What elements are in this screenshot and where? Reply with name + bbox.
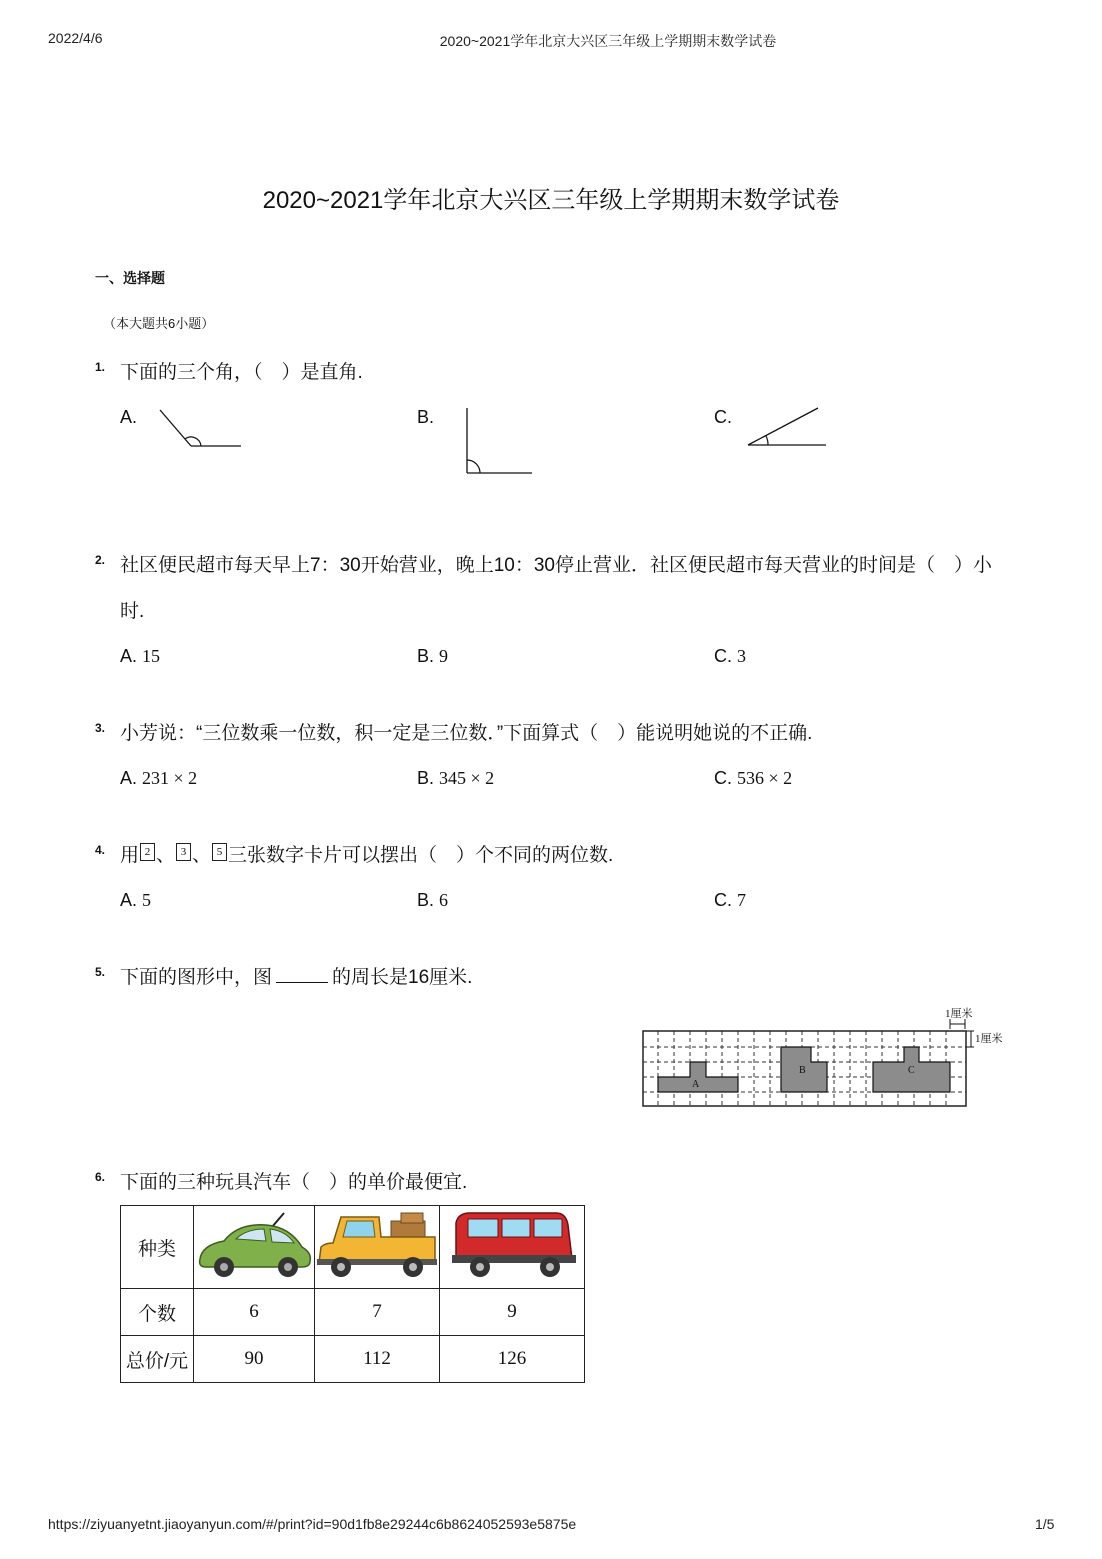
question-number: 6. [95, 1170, 106, 1184]
option-value: 231 × 2 [142, 768, 198, 788]
option-label: A. [120, 768, 138, 788]
section-heading: 一、选择题 [95, 270, 165, 286]
question-text-pre: 下面的图形中，图 [120, 967, 273, 988]
question-number: 4. [95, 843, 106, 857]
vehicle-cell [194, 1206, 315, 1289]
option-label: C. [714, 646, 732, 666]
price-table [120, 1205, 585, 1383]
option-label: C. [714, 890, 732, 910]
option-b [417, 768, 494, 789]
question-text-cont: 时. [120, 601, 145, 622]
question-number: 5. [95, 965, 106, 979]
question-text-post: 三张数字卡片可以摆出（ ）个不同的两位数. [228, 845, 614, 866]
obtuse-angle-figure [155, 405, 245, 450]
table-row [121, 1206, 585, 1289]
shape-b-label: B [799, 1065, 806, 1076]
yellow-truck-icon [315, 1209, 439, 1279]
option-value: 6 [439, 890, 449, 910]
vehicle-cell [315, 1206, 440, 1289]
option-label: C. [714, 768, 732, 788]
print-date: 2022/4/6 [48, 30, 103, 46]
page-number: 1/5 [1035, 1516, 1055, 1532]
option-value: 536 × 2 [737, 768, 793, 788]
option-value: 15 [142, 646, 161, 666]
page-title: 2020~2021学年北京大兴区三年级上学期期末数学试卷 [262, 187, 840, 214]
option-c [714, 646, 746, 667]
number-card: 2 [140, 843, 155, 861]
option-value: 3 [737, 646, 747, 666]
total-cell: 90 [194, 1336, 315, 1383]
shape-c-label: C [908, 1065, 915, 1076]
question-text: 下面的三个角，（ ）是直角. [120, 362, 363, 383]
count-cell: 9 [440, 1289, 585, 1336]
count-cell: 7 [315, 1289, 440, 1336]
question-text: 社区便民超市每天早上7：30开始营业，晚上10：30停止营业．社区便民超市每天营业的时间是（ ）小 [120, 555, 992, 576]
question-text-pre: 用 [120, 845, 140, 866]
option-value: 345 × 2 [439, 768, 495, 788]
question-text [120, 833, 613, 879]
option-label: B. [417, 646, 435, 666]
grid-figure [636, 1002, 1016, 1112]
option-c [714, 890, 746, 911]
question-number: 1. [95, 360, 106, 374]
green-car-icon [194, 1209, 314, 1279]
option-c [714, 768, 792, 789]
shape-a-label: A [692, 1079, 700, 1090]
option-a [120, 646, 160, 667]
option-b [417, 646, 448, 667]
number-card: 3 [176, 843, 191, 861]
question-text: 小芳说：“三位数乘一位数，积一定是三位数．”下面算式（ ）能说明她说的不正确. [120, 723, 813, 744]
question-text [120, 955, 472, 1001]
option-value: 5 [142, 890, 152, 910]
option-label: B. [417, 407, 435, 427]
option-a [120, 768, 197, 789]
footer-url[interactable]: https://ziyuanyetnt.jiaoyanyun.com/#/print?id=90d1fb8e29244c6b8624052593e5875e [48, 1516, 577, 1532]
separator: 、 [192, 845, 212, 866]
row-label: 个数 [121, 1289, 194, 1336]
option-label: A. [120, 646, 138, 666]
row-label: 总价/元 [121, 1336, 194, 1383]
question-text: 下面的三种玩具汽车（ ）的单价最便宜. [120, 1172, 468, 1193]
print-doc-title: 2020~2021学年北京大兴区三年级上学期期末数学试卷 [439, 33, 777, 49]
total-cell: 126 [440, 1336, 585, 1383]
option-label: A. [120, 890, 138, 910]
section-note: （本大题共6小题） [103, 316, 215, 331]
question-number: 2. [95, 553, 106, 567]
table-row [121, 1289, 585, 1336]
option-label: B. [417, 768, 435, 788]
option-value: 7 [737, 890, 747, 910]
unit-label-horizontal: 1厘米 [945, 1008, 973, 1020]
option-b [417, 890, 448, 911]
number-card: 5 [212, 843, 227, 861]
question-text-post: 的周长是16厘米. [332, 967, 473, 988]
answer-blank [276, 968, 328, 983]
table-row [121, 1336, 585, 1383]
option-label: C. [714, 407, 732, 427]
separator: 、 [156, 845, 176, 866]
right-angle-figure [462, 405, 537, 477]
acute-angle-figure [744, 404, 830, 450]
option-value: 9 [439, 646, 449, 666]
row-label: 种类 [121, 1206, 194, 1289]
option-label: A. [120, 407, 138, 427]
option-a [120, 890, 151, 911]
option-label: B. [417, 890, 435, 910]
total-cell: 112 [315, 1336, 440, 1383]
red-van-icon [440, 1209, 584, 1279]
vehicle-cell [440, 1206, 585, 1289]
unit-label-vertical: 1厘米 [975, 1033, 1003, 1045]
count-cell: 6 [194, 1289, 315, 1336]
question-number: 3. [95, 721, 106, 735]
